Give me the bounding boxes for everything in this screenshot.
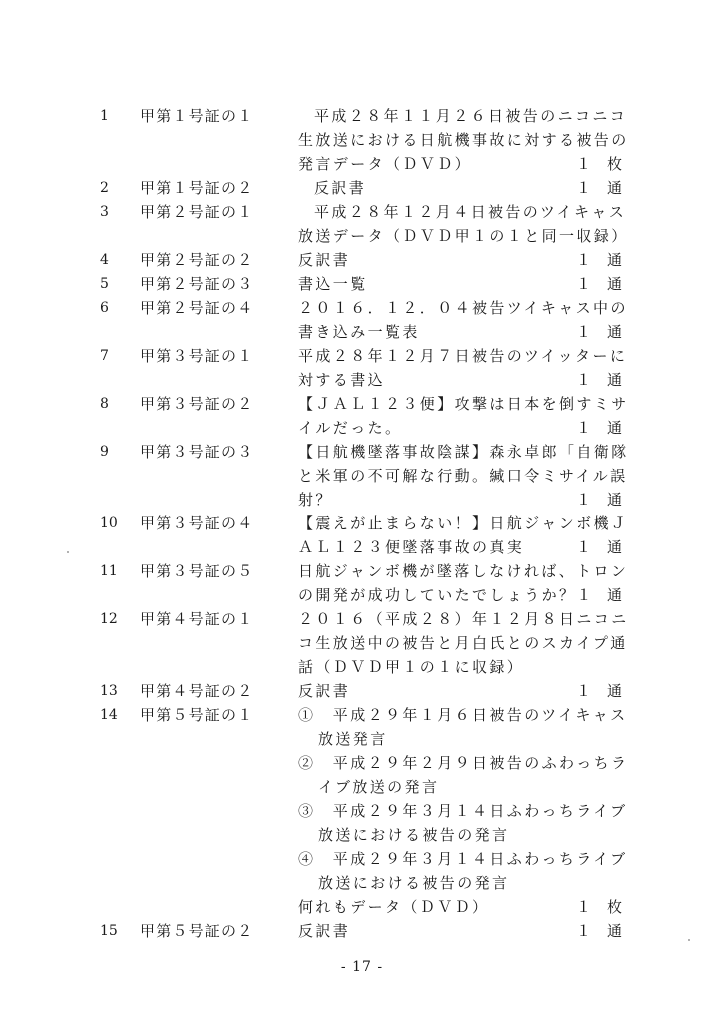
quantity: １ xyxy=(576,491,592,509)
quantity-unit: 通 xyxy=(607,371,623,389)
exhibit-description: イルだった。 xyxy=(298,419,403,437)
exhibit-description: 書込一覧 xyxy=(298,275,368,293)
item-number: 1 xyxy=(100,108,109,124)
list-row xyxy=(0,176,724,200)
quantity-unit: 通 xyxy=(607,491,623,509)
scan-speck xyxy=(67,551,69,553)
exhibit-description: の開発が成功していたでしょうか？１ xyxy=(298,586,594,604)
list-row xyxy=(0,871,724,895)
exhibit-description: 放送における被告の発言 xyxy=(318,874,510,892)
quantity-unit: 枚 xyxy=(607,155,623,173)
item-number: 3 xyxy=(100,204,109,220)
list-row xyxy=(0,535,724,559)
quantity-unit: 通 xyxy=(607,179,623,197)
exhibit-description: ２０１６（平成２８）年１２月８日ニコニ xyxy=(298,610,629,628)
item-number: 2 xyxy=(100,180,109,196)
exhibit-description: 反訳書 xyxy=(298,682,351,700)
quantity: １ xyxy=(576,538,592,556)
quantity-unit: 通 xyxy=(607,922,623,940)
quantity: １ xyxy=(576,922,592,940)
exhibit-description: コ生放送中の被告と月白氏とのスカイプ通 xyxy=(298,634,628,652)
exhibit-description: ③ 平成２９年３月１４日ふわっちライブ xyxy=(298,802,628,820)
list-row xyxy=(0,583,724,607)
quantity-unit: 枚 xyxy=(607,898,623,916)
list-row xyxy=(0,224,724,248)
item-number: 8 xyxy=(100,396,109,412)
item-number: 15 xyxy=(100,923,118,939)
list-row xyxy=(0,464,724,488)
quantity: １ xyxy=(576,682,592,700)
list-row xyxy=(0,631,724,655)
exhibit-label: 甲第４号証の１ xyxy=(140,610,254,628)
exhibit-description: 対する書込 xyxy=(298,371,386,389)
quantity-unit: 通 xyxy=(607,323,623,341)
list-row xyxy=(0,104,724,128)
list-row xyxy=(0,272,724,296)
item-number: 5 xyxy=(100,276,109,292)
list-row xyxy=(0,128,724,152)
list-row xyxy=(0,679,724,703)
quantity: １ xyxy=(576,419,592,437)
list-row xyxy=(0,751,724,775)
exhibit-description: と米軍の不可解な行動。緘口令ミサイル誤 xyxy=(298,467,628,485)
exhibit-description: 放送発言 xyxy=(318,730,388,748)
quantity: １ xyxy=(576,275,592,293)
quantity: １ xyxy=(576,323,592,341)
quantity: １ xyxy=(576,179,592,197)
exhibit-label: 甲第３号証の１ xyxy=(140,347,254,365)
exhibit-description: 【日航機墜落事故陰謀】森永卓郎「自衛隊 xyxy=(298,443,629,461)
list-row xyxy=(0,320,724,344)
exhibit-description: 何れもデータ（ＤＶＤ） xyxy=(298,898,490,916)
exhibit-label: 甲第５号証の１ xyxy=(140,706,254,724)
exhibit-description: 生放送における日航機事故に対する被告の xyxy=(298,131,629,149)
list-row xyxy=(0,607,724,631)
exhibit-description: ＡＬ１２３便墜落事故の真実 xyxy=(298,538,525,556)
exhibit-description: 話（ＤＶＤ甲１の１に収録） xyxy=(298,658,525,676)
list-row xyxy=(0,775,724,799)
item-number: 6 xyxy=(100,300,109,316)
quantity-unit: 通 xyxy=(607,275,623,293)
item-number: 13 xyxy=(100,683,118,699)
quantity: １ xyxy=(576,155,592,173)
list-row xyxy=(0,392,724,416)
exhibit-label: 甲第３号証の３ xyxy=(140,443,254,461)
list-row xyxy=(0,847,724,871)
exhibit-description: 平成２８年１２月４日被告のツイキャス xyxy=(314,203,627,221)
quantity: １ xyxy=(576,251,592,269)
exhibit-description: ④ 平成２９年３月１４日ふわっちライブ xyxy=(298,850,628,868)
page-number: - 17 - xyxy=(340,959,384,975)
item-number: 12 xyxy=(100,611,118,627)
exhibit-description: 反訳書 xyxy=(298,251,351,269)
item-number: 4 xyxy=(100,252,109,268)
exhibit-label: 甲第２号証の２ xyxy=(140,251,254,269)
exhibit-label: 甲第１号証の１ xyxy=(140,107,254,125)
list-row xyxy=(0,440,724,464)
exhibit-label: 甲第２号証の４ xyxy=(140,299,254,317)
exhibit-description: ② 平成２９年２月９日被告のふわっちラ xyxy=(298,754,629,772)
exhibit-description: 放送における被告の発言 xyxy=(318,826,510,844)
exhibit-label: 甲第１号証の２ xyxy=(140,179,254,197)
list-row xyxy=(0,248,724,272)
exhibit-description: ２０１６．１２．０４被告ツイキャス中の xyxy=(298,299,628,317)
exhibit-label: 甲第３号証の５ xyxy=(140,562,254,580)
exhibit-label: 甲第３号証の２ xyxy=(140,395,254,413)
list-row xyxy=(0,344,724,368)
list-row xyxy=(0,368,724,392)
exhibit-description: 平成２８年１１月２６日被告のニコニコ xyxy=(314,107,628,125)
list-row xyxy=(0,416,724,440)
quantity-unit: 通 xyxy=(607,682,623,700)
quantity-unit: 通 xyxy=(607,251,623,269)
quantity: １ xyxy=(576,371,592,389)
exhibit-description: 射？ xyxy=(298,491,333,509)
list-row xyxy=(0,559,724,583)
exhibit-label: 甲第２号証の１ xyxy=(140,203,254,221)
list-row xyxy=(0,703,724,727)
exhibit-description: ① 平成２９年１月６日被告のツイキャス xyxy=(298,706,628,724)
list-row xyxy=(0,799,724,823)
item-number: 11 xyxy=(100,563,118,579)
exhibit-label: 甲第４号証の２ xyxy=(140,682,254,700)
item-number: 9 xyxy=(100,444,109,460)
exhibit-description: イブ放送の発言 xyxy=(318,778,440,796)
list-row xyxy=(0,895,724,919)
exhibit-description: 反訳書 xyxy=(314,179,367,197)
list-row xyxy=(0,296,724,320)
exhibit-description: 平成２８年１２月７日被告のツイッターに xyxy=(298,347,628,365)
quantity-unit: 通 xyxy=(607,538,623,556)
quantity-unit: 通 xyxy=(607,586,623,604)
exhibit-description: 発言データ（ＤＶＤ） xyxy=(298,155,473,173)
exhibit-label: 甲第５号証の２ xyxy=(140,922,254,940)
exhibit-description: 放送データ（ＤＶＤ甲１の１と同一収録） xyxy=(298,227,629,245)
exhibit-label: 甲第３号証の４ xyxy=(140,514,254,532)
exhibit-description: 書き込み一覧表 xyxy=(298,323,420,341)
exhibit-description: 【ＪＡＬ１２３便】攻撃は日本を倒すミサ xyxy=(298,395,629,413)
quantity: １ xyxy=(576,898,592,916)
exhibit-label: 甲第２号証の３ xyxy=(140,275,254,293)
scan-speck xyxy=(688,939,690,941)
list-row xyxy=(0,200,724,224)
exhibit-description: 日航ジャンボ機が墜落しなければ、トロン xyxy=(298,562,629,580)
exhibit-description: 【震えが止まらない！】日航ジャンボ機Ｊ xyxy=(298,514,629,532)
item-number: 7 xyxy=(100,348,109,364)
exhibit-description: 反訳書 xyxy=(298,922,351,940)
list-row xyxy=(0,152,724,176)
item-number: 14 xyxy=(100,707,118,723)
list-row xyxy=(0,823,724,847)
list-row xyxy=(0,919,724,943)
item-number: 10 xyxy=(100,515,118,531)
list-row xyxy=(0,511,724,535)
list-row xyxy=(0,727,724,751)
list-row xyxy=(0,655,724,679)
quantity-unit: 通 xyxy=(607,419,623,437)
list-row xyxy=(0,488,724,512)
